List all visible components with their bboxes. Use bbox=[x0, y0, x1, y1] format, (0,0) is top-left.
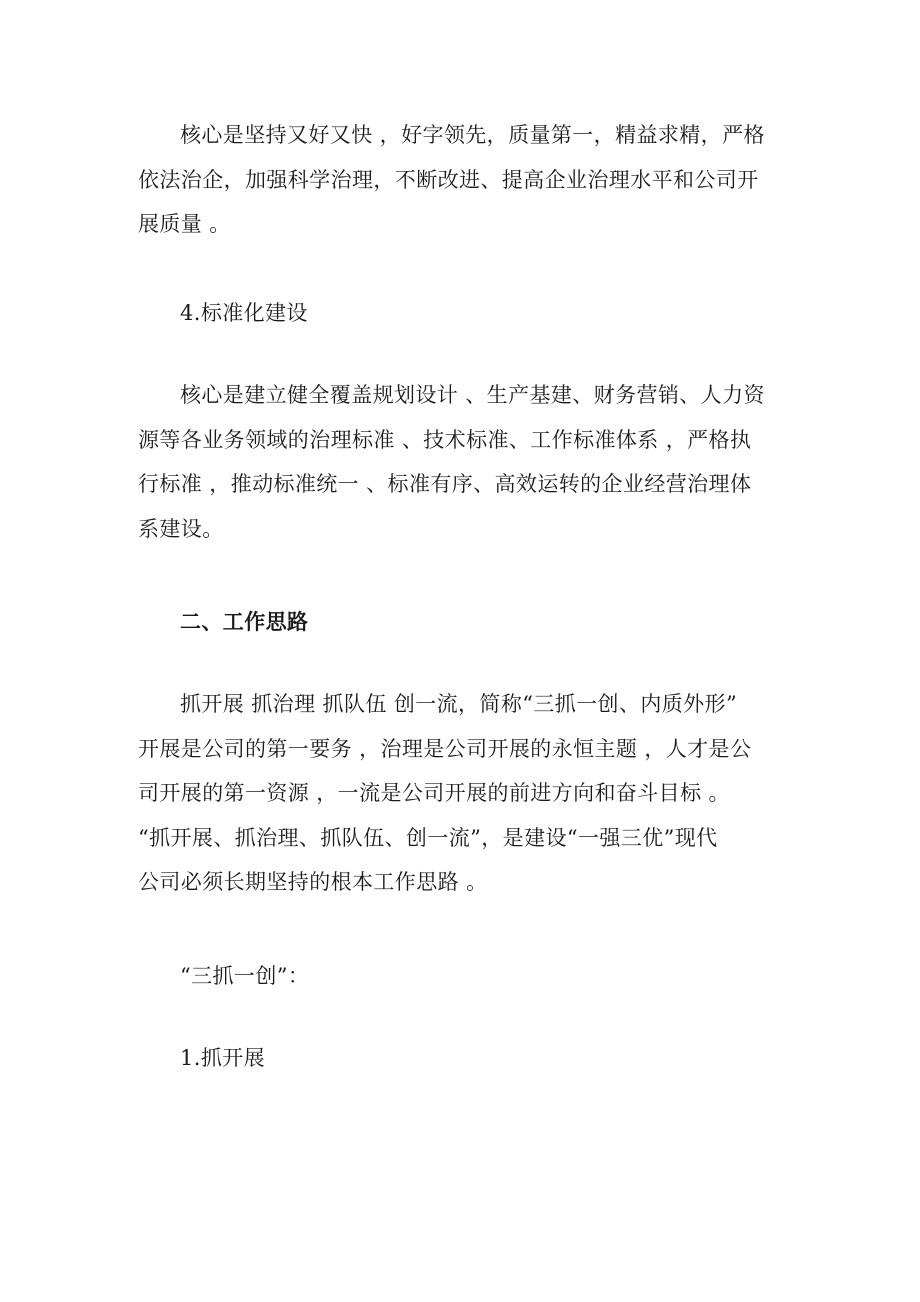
paragraph-work-approach bbox=[138, 682, 780, 905]
paragraph-line: 系建设。 bbox=[138, 516, 224, 541]
subheading-text: 4.标准化建设 bbox=[180, 301, 308, 325]
paragraph-core-quality bbox=[138, 113, 780, 247]
paragraph-line: 源等各业务领域的治理标准 、技术标准、工作标准体系 ，严格执 bbox=[138, 427, 752, 452]
paragraph-line: 开展是公司的第一要务 ，治理是公司开展的永恒主题 ，人才是公 bbox=[138, 736, 752, 761]
subheading-standardization bbox=[138, 291, 780, 336]
subheading-text: 1.抓开展 bbox=[180, 1046, 266, 1070]
paragraph-line: “抓开展、抓治理、抓队伍、创一流”，是建设“一强三优”现代 bbox=[138, 825, 718, 850]
paragraph-line: 抓开展 抓治理 抓队伍 创一流，简称“三抓一创、内质外形” bbox=[180, 692, 738, 716]
quote-label bbox=[138, 954, 780, 999]
paragraph-line: 公司必须长期坚持的根本工作思路 。 bbox=[138, 870, 488, 894]
paragraph-line: 依法治企，加强科学治理，不断改进、提高企业治理水平和公司开 bbox=[138, 167, 759, 192]
paragraph-standards bbox=[138, 373, 780, 551]
paragraph-line: 核心是坚持又好又快 ，好字领先，质量第一，精益求精，严格 bbox=[180, 123, 765, 147]
subheading-grab-development bbox=[138, 1036, 780, 1081]
quote-label-text: “三抓一创”： bbox=[180, 964, 310, 988]
paragraph-line: 核心是建立健全覆盖规划设计 、生产基建、财务营销、人力资 bbox=[180, 383, 765, 407]
heading-text: 二、工作思路 bbox=[180, 610, 309, 634]
paragraph-line: 行标准 ，推动标准统一 、标准有序、高效运转的企业经营治理体 bbox=[138, 472, 752, 496]
section-heading-work-approach bbox=[138, 600, 780, 645]
paragraph-line: 展质量 。 bbox=[138, 212, 231, 236]
paragraph-line: 司开展的第一资源 ，一流是公司开展的前进方向和奋斗目标 。 bbox=[138, 781, 730, 805]
